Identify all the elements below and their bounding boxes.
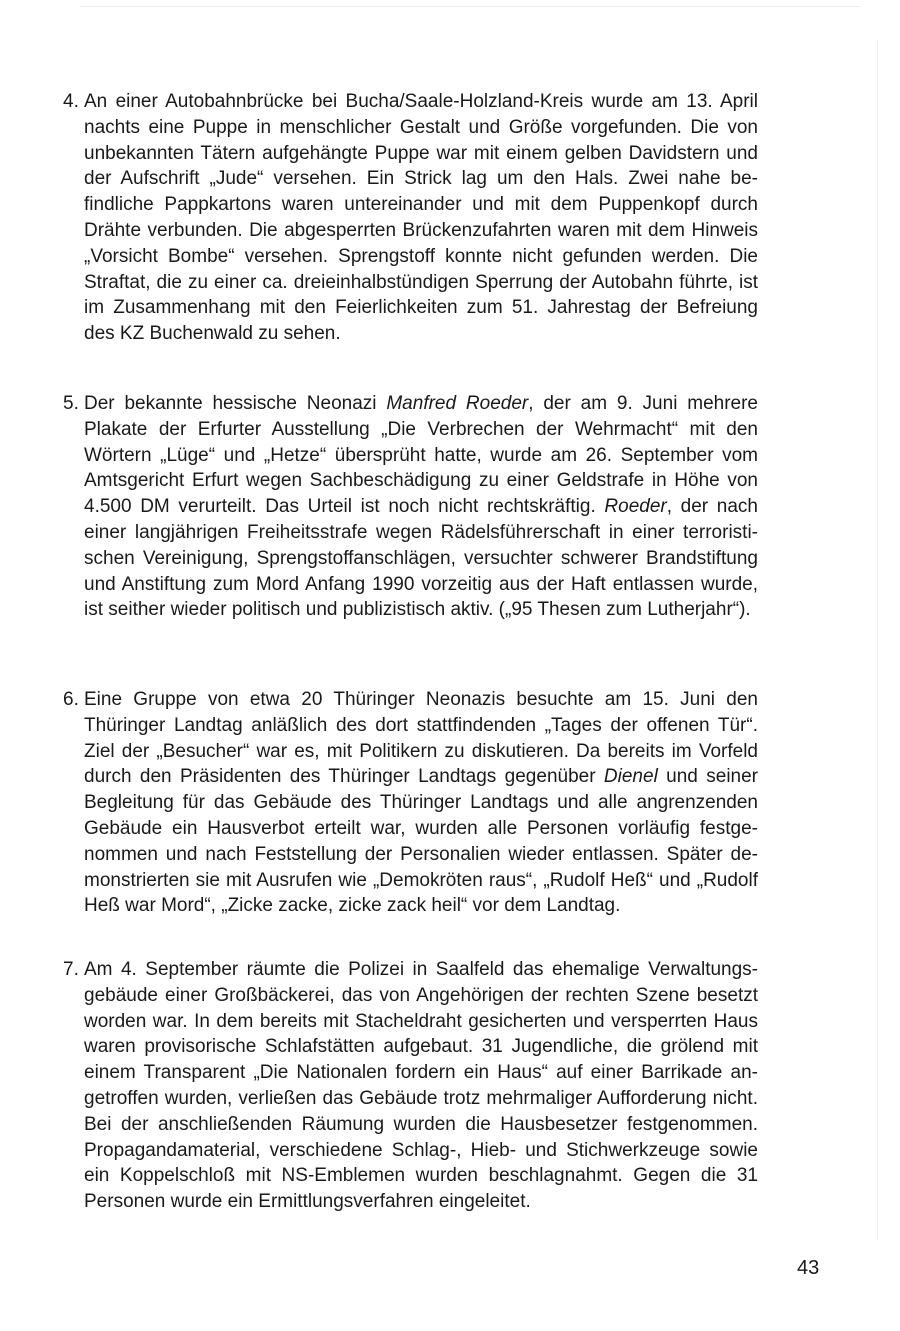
text-run: , der am 9. Juni mehrere Plakate der Erfurter Ausstellung „Die Verbrechen der Wehrmacht“ mit den Wörtern „Lüge“ und „Hetze“ übersprüht hatte, wurde am 26. September vom Amtsgericht Erfurt wegen Sachbeschädigung zu einer Geldstrafe in Höhe von 4.500 DM verurteilt. Das Urteil ist noch nicht rechtskräftig. <box>84 393 759 518</box>
text-run: , der nach einer langjährigen Freiheitsstrafe wegen Rädelsführerschaft in einer terroristischen Vereinigung, Sprengstoffanschlägen, versuchter schwerer Brandstiftung und Anstiftung zum Mord Anfang 1990 vorzeitig aus der Haft entlassen wurde, ist seither wieder politisch und publizistisch aktiv. („95 Thesen zum Lutherjahr“). <box>84 496 758 621</box>
text-run: An einer Autobahnbrücke bei Bucha/Saale-Holzland-Kreis wurde am 13. April nachts eine Puppe in menschlicher Gestalt und Größe vorgefunden. Die von unbekannten Tätern aufgehängte Puppe war mit einem gelben Davidstern und der Aufschrift „Jude“ versehen. Ein Strick lag um den Hals. Zwei nahe befindliche Pappkartons waren untereinander und mit dem Puppenkopf durch Drähte verbunden. Die abgesperrten Brückenzufahrten waren mit dem Hinweis „Vorsicht Bombe“ versehen. Sprengstoff konnte nicht gefunden werden. Die Straftat, die zu einer ca. dreieinhalbstündigen Sperrung der Autobahn führte, ist im Zusammenhang mit den Feierlichkeiten zum 51. Jahrestag der Befreiung des KZ Buchenwald zu sehen. <box>84 91 758 345</box>
text-run: Eine Gruppe von etwa 20 Thüringer Neonazis besuchte am 15. Juni den Thüringer Landtag anläßlich des dort stattfindenden „Tages der offenen Tür“. Ziel der „Besucher“ war es, mit Politikern zu diskutieren. Da bereits im Vorfeld durch den Präsidenten des Thüringer Landtags gegenüber <box>84 689 758 788</box>
list-item-4 <box>63 89 758 347</box>
list-item-7 <box>63 957 758 1215</box>
list-item-number: 6. <box>63 689 79 710</box>
text-run: und seiner Begleitung für das Gebäude des Thüringer Landtags und alle angrenzenden Gebäude ein Hausverbot erteilt war, wurden alle Personen vorläufig festgenommen und nach Feststellung der Personalien wieder entlassen. Später demonstrierten sie mit Ausrufen wie „Demokröten raus“, „Rudolf Heß“ und „Rudolf Heß war Mord“, „Zicke zacke, zicke zack heil“ vor dem Landtag. <box>84 766 758 917</box>
list-item-text <box>84 687 758 919</box>
list-item-text <box>84 391 758 623</box>
list-item-number: 4. <box>63 91 79 112</box>
italic-name: Manfred Roeder <box>386 393 529 414</box>
text-run: Am 4. September räumte die Polizei in Saalfeld das ehemalige Verwaltungsgebäude einer Großbäckerei, das von Angehörigen der rechten Szene besetzt worden war. In dem bereits mit Stacheldraht gesicherten und versperrten Haus waren provisorische Schlafstätten aufgebaut. 31 Jugendliche, die grölend mit einem Transparent „Die Nationalen fordern ein Haus“ auf einer Barrikade angetroffen wurden, verließen das Gebäude trotz mehrmaliger Aufforderung nicht. Bei der anschließenden Räumung wurden die Hausbesetzer festgenommen. Propagandamaterial, verschiedene Schlag-, Hieb- und Stichwerkzeuge sowie ein Koppelschloß mit NS-Emblemen wurden beschlagnahmt. Gegen die 31 Personen wurde ein Ermittlungsverfahren eingeleitet. <box>84 959 758 1213</box>
list-item-number: 7. <box>63 959 79 980</box>
list-item-text <box>84 957 758 1215</box>
list-item-number: 5. <box>63 393 79 414</box>
list-item-6 <box>63 687 758 919</box>
italic-name: Dienel <box>603 766 658 788</box>
list-item-text <box>84 89 758 347</box>
right-edge-rule <box>877 40 878 1241</box>
page-number: 43 <box>797 1257 820 1279</box>
italic-name: Roeder <box>604 496 667 518</box>
text-run: Der bekannte hessische Neonazi <box>84 393 387 414</box>
top-edge-rule <box>80 6 860 7</box>
list-item-5 <box>63 391 758 623</box>
